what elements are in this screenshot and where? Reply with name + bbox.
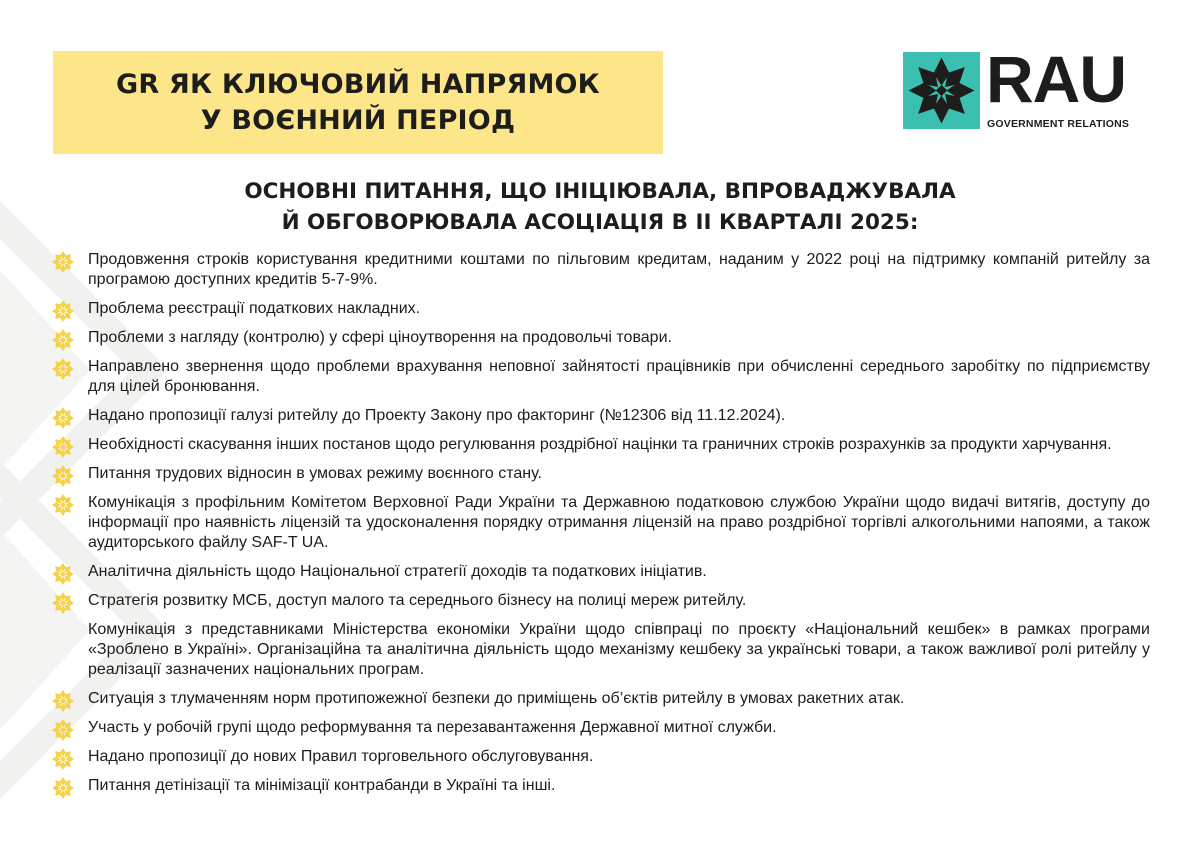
list-item-text: Необхідності скасування інших постанов щодо регулювання роздрібної націнки та граничних строків розрахунків за продукти харчування. <box>88 436 1112 453</box>
list-item <box>50 562 1150 582</box>
yellow-star-icon <box>51 689 75 713</box>
yellow-star-icon <box>51 406 75 430</box>
list-item-text: Проблеми з нагляду (контролю) у сфері ціноутворення на продовольчі товари. <box>88 329 672 346</box>
list-item-text: Аналітична діяльність щодо Національної стратегії доходів та податкових ініціатив. <box>88 563 707 580</box>
yellow-star-icon <box>51 250 75 274</box>
list-item <box>50 328 1150 348</box>
logo-tagline: GOVERNMENT RELATIONS <box>987 118 1130 130</box>
list-item <box>50 718 1150 738</box>
list-item-text: Ситуація з тлумаченням норм протипожежної безпеки до приміщень об’єктів ритейлу в умовах ракетних атак. <box>88 690 905 707</box>
list-item-text: Стратегія розвитку МСБ, доступ малого та середнього бізнесу на полиці мереж ритейлу. <box>88 592 747 609</box>
list-item-text: Проблема реєстрації податкових накладних. <box>88 300 421 317</box>
section-heading <box>120 176 1080 238</box>
list-item-text: Комунікація з представниками Міністерства економіки України щодо співпраці по проєкту «Національний кешбек» в рамках програми «Зроблено в Україні». Організаційна та аналітична діяльність щодо механізму кешбеку за українські товари, а також важливої ролі ритейлу у реалізації зазначених національних програм. <box>88 621 1150 678</box>
eight-point-star-icon <box>903 52 980 129</box>
section-heading-line-2: Й ОБГОВОРЮВАЛА АСОЦІАЦІЯ В II КВАРТАЛІ 2025: <box>281 210 919 235</box>
list-item <box>50 591 1150 611</box>
list-item-text: Надано пропозиції галузі ритейлу до Проекту Закону про факторинг (№12306 від 11.12.2024). <box>88 407 786 424</box>
yellow-star-icon <box>51 591 75 615</box>
yellow-star-icon <box>51 299 75 323</box>
list-item-text: Надано пропозиції до нових Правил торговельного обслуговування. <box>88 748 594 765</box>
rau-logo <box>903 42 1153 130</box>
list-item-text: Участь у робочій групі щодо реформування та перезавантаження Державної митної служби. <box>88 719 777 736</box>
list-item-text: Направлено звернення щодо проблеми врахування неповної зайнятості працівників при обчисленні середнього заробітку по підприємству для цілей бронювання. <box>88 358 1150 395</box>
list-item <box>50 747 1150 767</box>
list-item <box>50 250 1150 290</box>
title-banner <box>53 51 663 154</box>
list-item <box>50 776 1150 796</box>
list-item <box>50 406 1150 426</box>
list-item-text: Питання трудових відносин в умовах режиму воєнного стану. <box>88 465 542 482</box>
yellow-star-icon <box>51 718 75 742</box>
list-item <box>50 620 1150 680</box>
page-title-line-1: GR ЯК КЛЮЧОВИЙ НАПРЯМОК <box>116 68 600 100</box>
list-item <box>50 435 1150 455</box>
yellow-star-icon <box>51 562 75 586</box>
list-item <box>50 493 1150 553</box>
list-item-text: Продовження строків користування кредитними коштами по пільговим кредитам, наданим у 2022 році на підтримку компаній ритейлу за програмою доступних кредитів 5-7-9%. <box>88 251 1150 288</box>
list-item <box>50 464 1150 484</box>
section-heading-line-1: ОСНОВНІ ПИТАННЯ, ЩО ІНІЦІЮВАЛА, ВПРОВАДЖУВАЛА <box>244 179 956 204</box>
yellow-star-icon <box>51 464 75 488</box>
yellow-star-icon <box>51 328 75 352</box>
list-item-text: Комунікація з профільним Комітетом Верховної Ради України та Державною податковою службою України щодо видачі витягів, доступу до інформації про наявність ліцензій та удосконалення порядку отримання ліцензій на право роздрібної торгівлі алкогольними напоями, а також аудиторського файлу SAF-T UA. <box>88 494 1150 551</box>
list-item <box>50 357 1150 397</box>
list-item <box>50 299 1150 319</box>
yellow-star-icon <box>51 493 75 517</box>
list-item-text: Питання детінізації та мінімізації контрабанди в Україні та інші. <box>88 777 556 794</box>
page-title-line-2: У ВОЄННИЙ ПЕРІОД <box>200 104 516 136</box>
yellow-star-icon <box>51 357 75 381</box>
list-item <box>50 689 1150 709</box>
logo-wordmark: RAU <box>986 42 1126 116</box>
yellow-star-icon <box>51 435 75 459</box>
yellow-star-icon <box>51 747 75 771</box>
yellow-star-icon <box>51 776 75 800</box>
issues-list <box>50 250 1150 805</box>
